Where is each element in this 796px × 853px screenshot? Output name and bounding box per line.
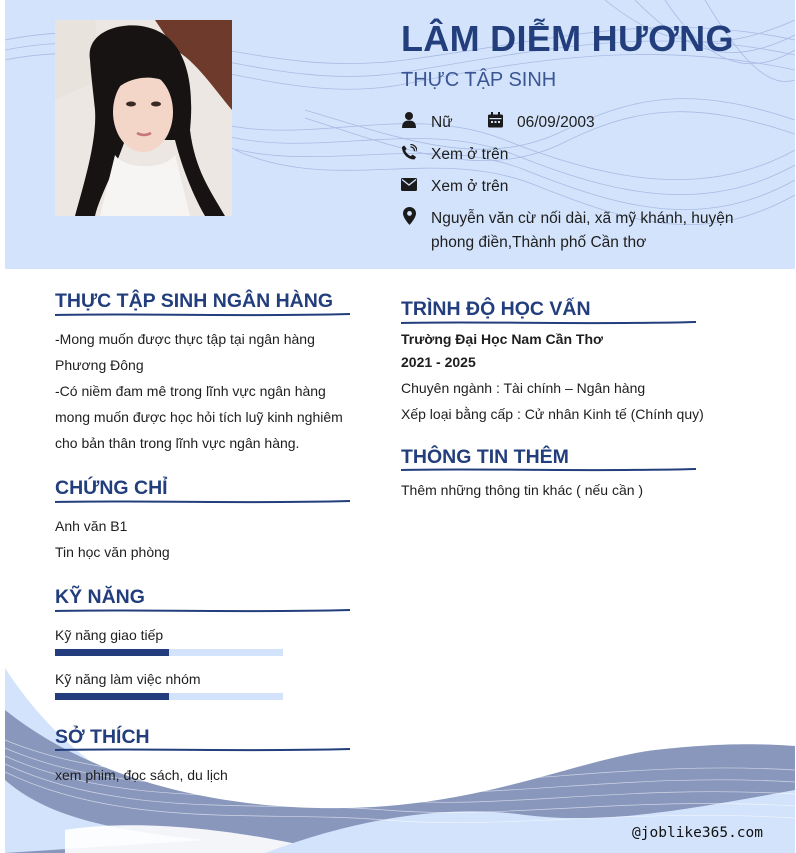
extra-underline xyxy=(401,467,696,473)
map-pin-icon xyxy=(401,207,417,225)
objective-line: -Mong muốn được thực tập tại ngân hàng xyxy=(55,331,315,347)
certificate-item: Tin học văn phòng xyxy=(55,544,170,560)
objective-underline xyxy=(55,312,350,318)
envelope-icon xyxy=(401,175,417,193)
phone-value: Xem ở trên xyxy=(431,146,509,163)
candidate-role: THỰC TẬP SINH xyxy=(401,69,557,91)
skill-label: Kỹ năng làm việc nhóm xyxy=(55,671,201,687)
person-icon xyxy=(401,111,417,129)
objective-title: THỰC TẬP SINH NGÂN HÀNG xyxy=(55,290,333,312)
address-row xyxy=(401,207,771,255)
objective-line: mong muốn được học hỏi tích luỹ kinh nghiêm xyxy=(55,409,343,425)
hobbies-title: SỞ THÍCH xyxy=(55,726,150,748)
cv-page xyxy=(5,0,795,853)
phone-icon xyxy=(401,143,417,161)
gender-row xyxy=(401,111,595,135)
education-degree: Xếp loại bằng cấp : Cử nhân Kinh tế (Chính quy) xyxy=(401,406,704,422)
certificates-title: CHỨNG CHỈ xyxy=(55,477,168,499)
skill-bar-track xyxy=(55,693,283,700)
hobbies-text: xem phim, đọc sách, du lịch xyxy=(55,767,228,783)
skills-underline xyxy=(55,608,350,614)
skill-bar-fill xyxy=(55,649,169,656)
hobbies-underline xyxy=(55,747,350,753)
profile-photo xyxy=(55,20,232,216)
education-title: TRÌNH ĐỘ HỌC VẤN xyxy=(401,298,591,320)
education-period: 2021 - 2025 xyxy=(401,354,476,370)
candidate-name: LÂM DIỄM HƯƠNG xyxy=(401,18,734,59)
extra-text: Thêm những thông tin khác ( nếu cần ) xyxy=(401,482,644,498)
email-value: Xem ở trên xyxy=(431,178,509,195)
header xyxy=(5,0,795,269)
objective-text xyxy=(55,326,355,456)
extra-title: THÔNG TIN THÊM xyxy=(401,446,569,468)
education-school: Trường Đại Học Nam Cần Thơ xyxy=(401,331,603,347)
skill-bar-track xyxy=(55,649,283,656)
certificates-underline xyxy=(55,499,350,505)
objective-line: cho bản thân trong lĩnh vực ngân hàng. xyxy=(55,435,300,451)
skill-label: Kỹ năng giao tiếp xyxy=(55,627,164,643)
birthdate-value: 06/09/2003 xyxy=(517,114,595,131)
address-value: Nguyễn văn cừ nối dài, xã mỹ khánh, huyện phong điền,Thành phố Cần thơ xyxy=(431,210,734,251)
gender-value: Nữ xyxy=(431,114,453,131)
email-row xyxy=(401,175,508,199)
objective-line: Phương Đông xyxy=(55,357,144,373)
education-major: Chuyên ngành : Tài chính – Ngân hàng xyxy=(401,380,646,396)
phone-row xyxy=(401,143,508,167)
education-underline xyxy=(401,320,696,326)
calendar-icon xyxy=(487,111,503,129)
skills-title: KỸ NĂNG xyxy=(55,586,145,608)
objective-line: -Có niềm đam mê trong lĩnh vực ngân hàng xyxy=(55,383,326,399)
certificate-item: Anh văn B1 xyxy=(55,518,128,534)
skill-bar-fill xyxy=(55,693,169,700)
certificates-list xyxy=(55,513,170,565)
watermark: @joblike365.com xyxy=(632,825,763,841)
